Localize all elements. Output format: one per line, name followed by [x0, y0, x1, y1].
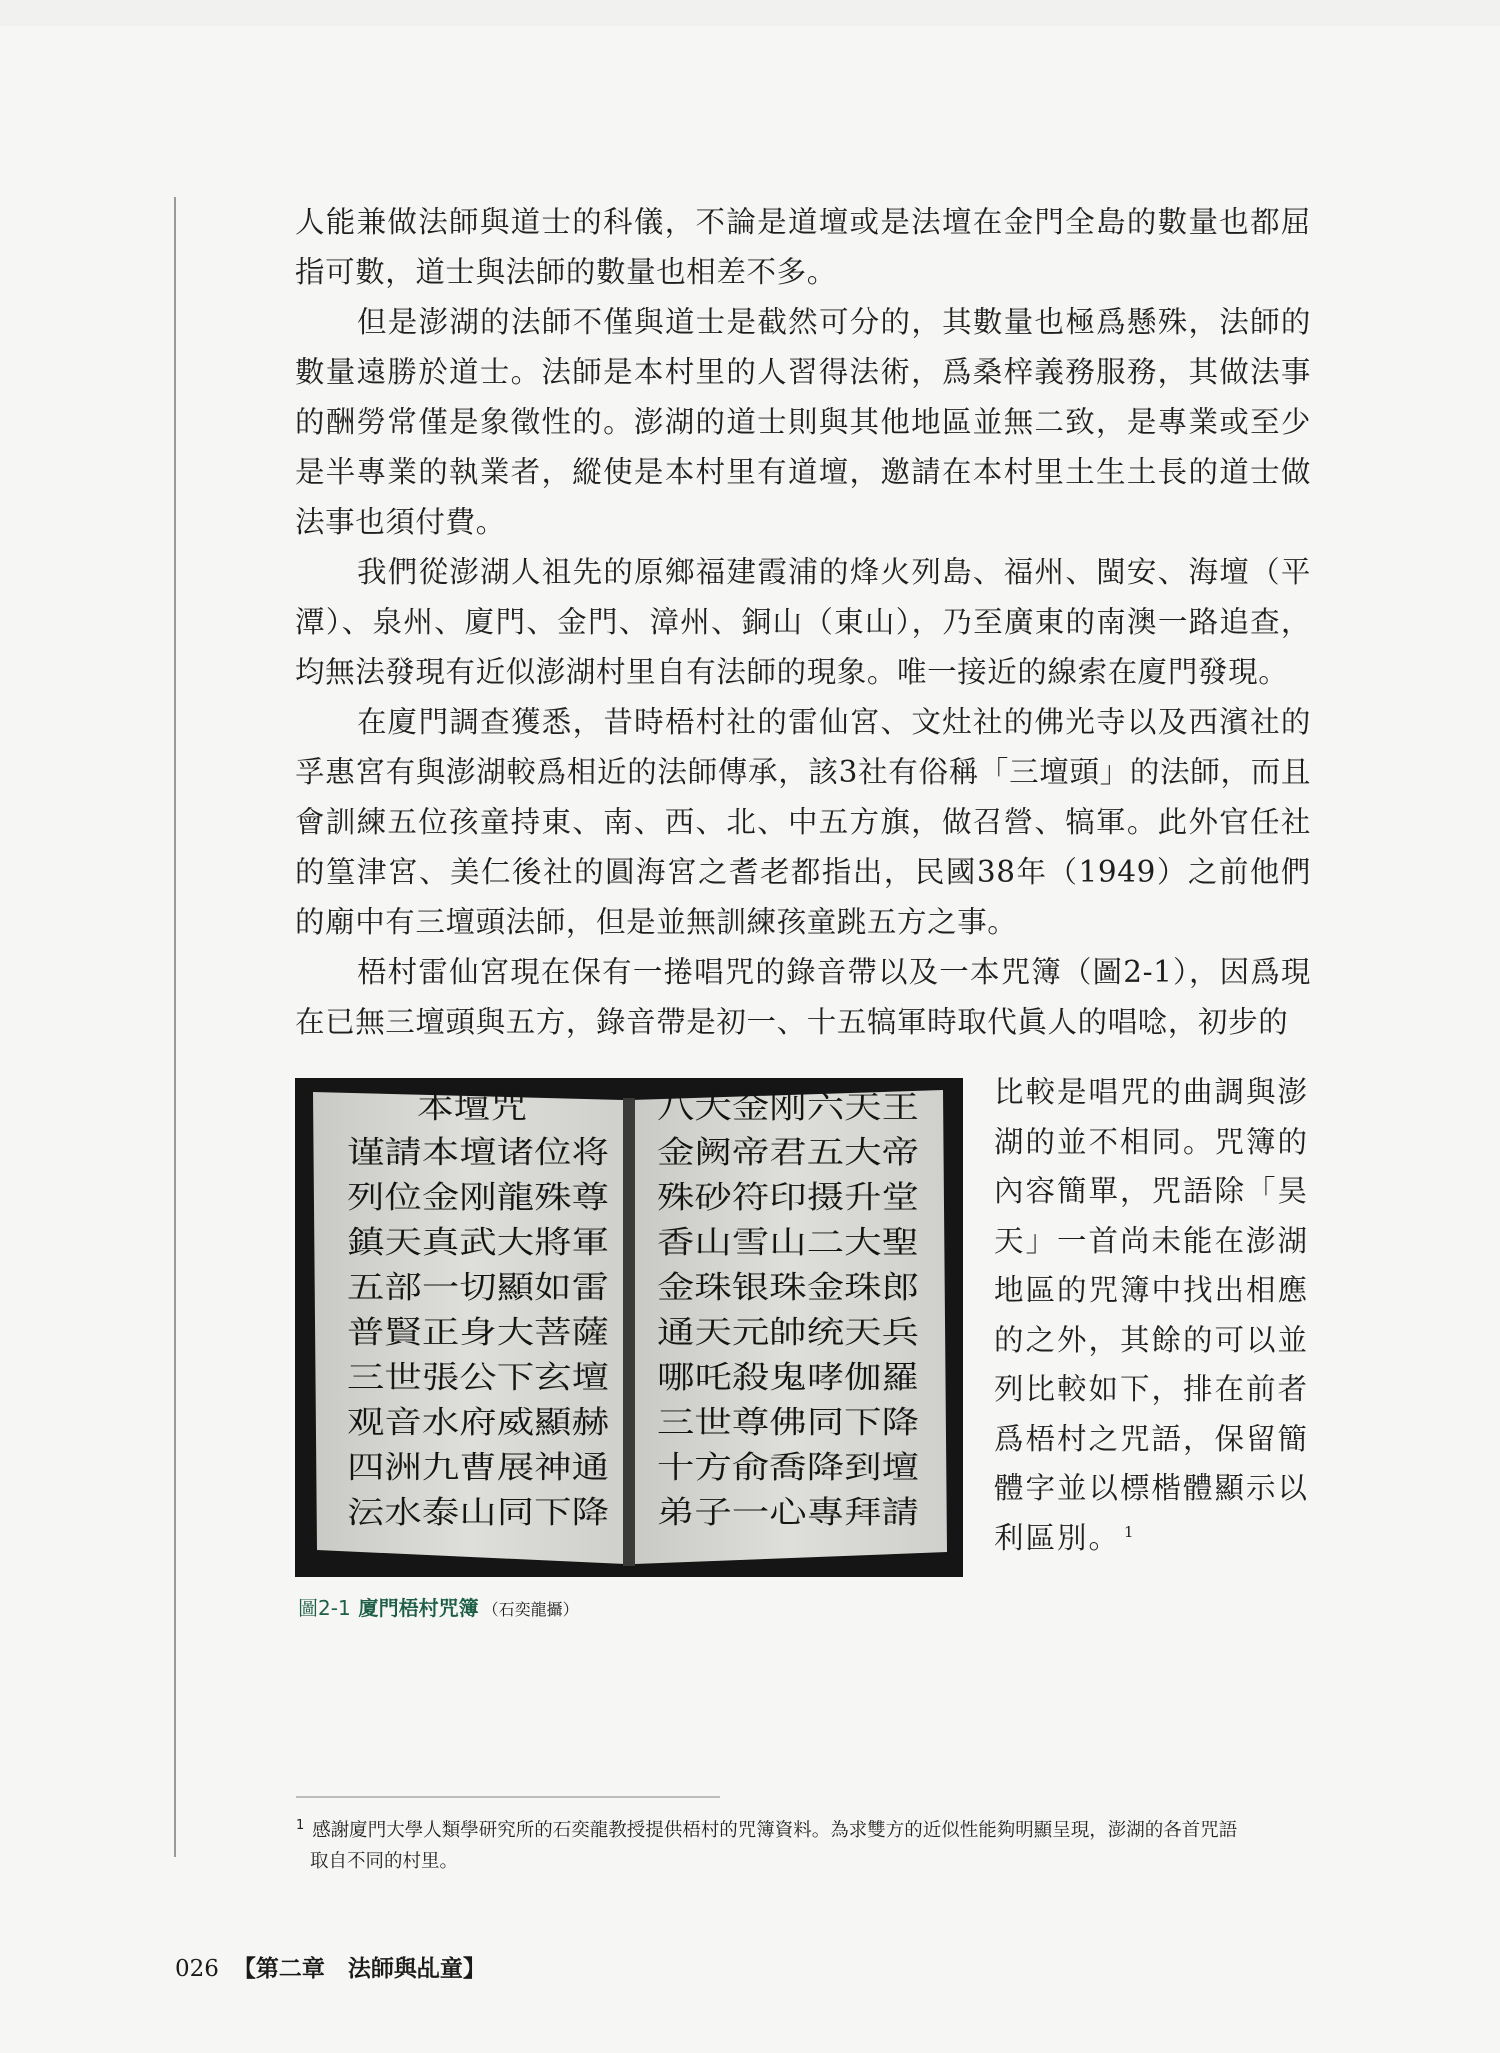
book-spine [623, 1098, 635, 1566]
left-page-line: 三世張公下玄壇 [347, 1360, 609, 1396]
footnote-number: 1 [296, 1818, 305, 1833]
left-page-line: 谨請本壇诸位将 [347, 1135, 609, 1171]
right-page-line: 金阙帝君五大帝 [657, 1135, 919, 1171]
right-page-line: 金珠银珠金珠郎 [657, 1270, 919, 1306]
right-page-line: 香山雪山二大聖 [657, 1225, 919, 1261]
figure-caption [298, 1592, 579, 1621]
footnote-reference: 1 [1124, 1522, 1136, 1541]
figure-number: 圖2-1 [298, 1596, 351, 1620]
paragraph-4: 在廈門調查獲悉，昔時梧村社的雷仙宮、文灶社的佛光寺以及西濱社的孚惠宮有與澎湖較爲相近的法師傳承，該3社有俗稱「三壇頭」的法師，而且會訓練五位孩童持東、南、西、北、中五方旗，做召營、犒軍。此外官任社的篁津宮、美仁後社的圓海宮之耆老都指出，民國38年（1949）之前他們的廟中有三壇頭法師，但是並無訓練孩童跳五方之事。 [295, 705, 1311, 939]
footnote-rule [296, 1796, 720, 1798]
paragraph-1: 人能兼做法師與道士的科儀，不論是道壇或是法壇在金門全島的數量也都屈指可數，道士與法師的數量也相差不多。 [295, 205, 1311, 289]
left-page-line: 五部一切顯如雷 [347, 1270, 609, 1306]
page-top-strip [0, 0, 1500, 26]
left-page-line: 本壇咒 [417, 1090, 527, 1126]
left-page-line: 鎮天真武大將軍 [347, 1225, 609, 1261]
right-page-line: 弟子一心專拜請 [657, 1495, 919, 1531]
paragraph-3: 我們從澎湖人祖先的原鄉福建霞浦的烽火列島、福州、閩安、海壇（平潭）、泉州、廈門、金門、漳州、銅山（東山），乃至廣東的南澳一路追查，均無法發現有近似澎湖村里自有法師的現象。唯一接近的線索在廈門發現。 [295, 555, 1311, 689]
paragraph-5: 梧村雷仙宮現在保有一捲唱咒的錄音帶以及一本咒簿（圖2-1），因爲現在已無三壇頭與五方，錄音帶是初一、十五犒軍時取代眞人的唱唸，初步的 [295, 955, 1311, 1039]
page-footer [175, 1950, 486, 1983]
right-page-line: 八大金刚六天王 [657, 1090, 919, 1126]
side-text-body: 比較是唱咒的曲調與澎湖的並不相同。咒簿的內容簡單，咒語除「昊天」一首尚未能在澎湖地區的咒簿中找出相應的之外，其餘的可以並列比較如下，排在前者爲梧村之咒語，保留簡體字並以標楷體顯示以利區別。 [994, 1075, 1310, 1555]
chapter-title: 【第二章 法師與乩童】 [232, 1955, 486, 1982]
figure-title: 廈門梧村咒簿 [358, 1596, 479, 1620]
left-page-line: 普賢正身大菩薩 [347, 1315, 609, 1351]
right-page-line: 殊砂符印摄升堂 [657, 1180, 919, 1216]
paragraph-2: 但是澎湖的法師不僅與道士是截然可分的，其數量也極爲懸殊，法師的數量遠勝於道士。法師是本村里的人習得法術，爲桑梓義務服務，其做法事的酬勞常僅是象徵性的。澎湖的道士則與其他地區並無二致，是專業或至少是半專業的執業者，縱使是本村里有道壇，邀請在本村里土生土長的道士做法事也須付費。 [295, 305, 1311, 539]
right-page-line: 通天元帥统天兵 [657, 1315, 919, 1351]
page-number: 026 [175, 1956, 219, 1982]
footnote-line-2: 取自不同的村里。 [310, 1851, 459, 1873]
left-page-line: 列位金刚龍殊尊 [347, 1180, 609, 1216]
footnote-line-1: 感謝廈門大學人類學研究所的石奕龍教授提供梧村的咒簿資料。為求雙方的近似性能夠明顯呈現，澎湖的各首咒語 [312, 1820, 1238, 1842]
spell-book-photo [295, 1078, 963, 1577]
figure-credit: （石奕龍攝） [482, 1600, 579, 1619]
right-page-line: 三世尊佛同下降 [657, 1405, 919, 1441]
right-page-line: 十方俞喬降到壇 [657, 1450, 919, 1486]
left-page-line: 四洲九曹展神通 [347, 1450, 609, 1486]
margin-rule [174, 197, 176, 1857]
spell-book-image [295, 1078, 963, 1577]
left-page-line: 沄水泰山同下降 [347, 1495, 609, 1531]
right-page-line: 哪吒殺鬼哮伽羅 [657, 1360, 919, 1396]
side-text [994, 1068, 1314, 1563]
footnote [296, 1810, 1312, 1877]
left-page-line: 观音水府威顯赫 [347, 1405, 611, 1441]
